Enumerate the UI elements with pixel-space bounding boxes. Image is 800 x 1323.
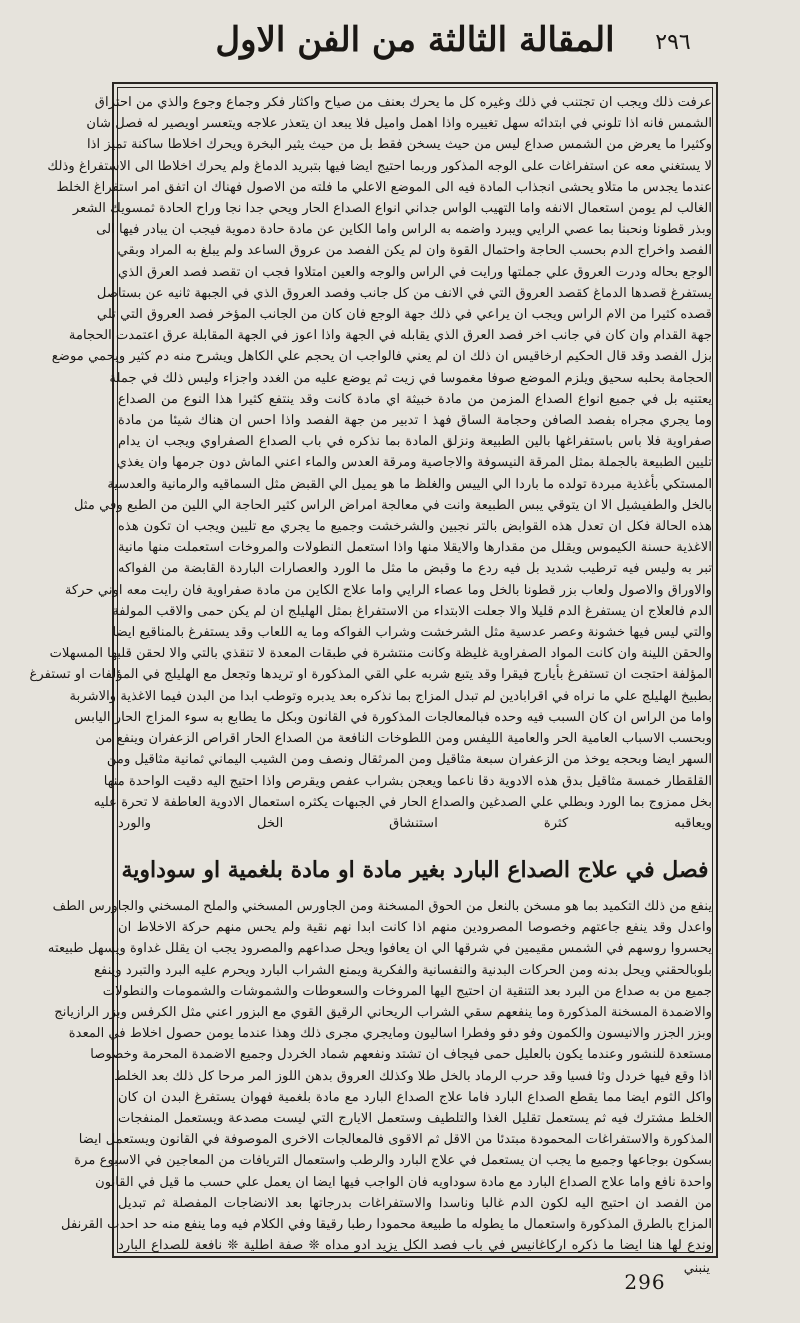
text-line: الحجامة بحلبه سحيق ويلزم الموضع صوفا مغموسا في زيت ثم يوضع عليه من الغدد واجزاء وليس ذلك في جملة [109,370,712,386]
text-line: المزاج بالطرق المذكورة واستعمال ما يطوله ما طبيعة محمودا رطبا رقيقا وفي الكلام فيه وما ينفع منه حد احدب القرنفل [61,1217,712,1233]
text-line: وكثيرا ما يعرض من الشمس صداع ليس من حيث يسخن فقط بل من حيث يثير البخرة ويحرك اخلاطا ساكنة تميز اذا [87,137,712,153]
page-number-footer: 296 [624,1270,666,1294]
text-line: والتي ليس فيها خشونة وعصر عدسية مثل الشرخشت وشراب الفواكه وما يه اللعاب وقد يستفرغ بالمناقيع ايضا [112,625,712,641]
text-line: بخل ممزوج بما الورد وبطلي علي الصدغين والصداع الحار في الجبهات يكثره استعمال الادوية العاطفة لا تحرة عليه [93,794,712,810]
text-line: من الفصد ان احتيج اليه لكون الدم غالبا وناسدا والاستفراغات بدرجاتها بعد الانضاجات المفصلة ثم تبديل [118,1195,712,1211]
body-text-bottom [47,896,712,1254]
text-line: والحقن اللينة وان كانت المواد الصفراوية غليظة وكانت منتشرة في طبقات المعدة لا تنقذي بالتي والا لحقن قلبها المسهلات [49,646,712,662]
text-line: وما يجري مجراه بفصد الصافن وحجامة الساق فهذ ا تدبير من جهة الفصد واذا احس ان هناك شيئا من مادة [118,413,712,429]
body-text-top [29,92,712,840]
text-line: عرفت ذلك ويجب ان تجتنب في ذلك وغيره كل ما يحرك بعنف من صياح واكثار فكر وجماع وجوع والذي من احتراق [94,95,712,110]
text-line: وبذر قطونا ونحبنا بما عصي الرايي ويبرد واضمه به الراس واما الكاين عن مادة حادة دموية فيجب ان يبادر فيها الى [96,222,712,238]
page-header [0,0,800,80]
text-line: لا يستغني معه عن استفراغات على الوجه المذكور وربما احتيج ايضا فيها بتبريد الدماغ ولم يحرك اخلاطا الى الاستفراغ وذلك [47,158,712,174]
text-line: مستعدة للنشور وعندما يكون بالعليل حمى فيجاف ان تشتد ونفعهم شماد الخردل وجميع الاضمدة المحرمة وخصوصا [90,1047,712,1063]
page-number-header: ٢٩٦ [655,30,691,55]
text-line: هذه الحالة فكل ان تعدل هذه القوابض بالتر نجبين والشرخشت وجميع ما يجري مع تليين ويجب ان تكون هذه [118,519,712,535]
text-line: المؤلفة احتجت ان تستفرغ بأيارج فيقرا وقد يتبع شربه علي القي المذكورة او تريدها وتجعل مع الهليلج في المؤلفات او تستفرغ [29,667,712,683]
text-line: ينفع من ذلك التكميد بما هو مسخن بالنعل من الحوق المسخنة ومن الجاورس المسخني والملح المسخني والجاورس الطف [52,899,712,914]
text-line: جميع من به صداع من البرد بعد التنقية ان احتيج اليها المروخات والسعوطات والشموشات والشمومات والنطولات [102,983,712,999]
text-line: الدم فالعلاج ان يستفرغ الدم قليلا والا جعلت الابتداء من الاستفراغ بمثل الهليلج ان لم يكن حمى والاقب المولفة [112,603,712,619]
text-line: السهر ايضا وبحجه يوخذ من الزعفران سبعة مثاقيل ومن المرثقال ونصف ومن الشيب اليماني ثمانية مثاقيل ومن [106,752,712,768]
text-line: اذا وقع فيها خردل وثا فسيا وقد حرب الرماد بالخل طلا وكذلك العروق بدهن اللوز المر مرحا كل ذلك بعد الخلط [114,1068,712,1084]
text-line: واما من الراس ان كان السبب فيه وحده فبالمعالجات المذكورة في القانون وبكل ما يطابع به سوء المزاج الحار اليابس [74,709,712,725]
text-line: بلوبالحقني ويحل بدنه ومن الحركات البدنية والنفسانية والفكرية ويمنع الشراب البارد ويحرم عليه البرد والتبرد وينفع [94,962,712,978]
text-line: المستكي بأغذية مبردة تولده ما باردا الي الييس والغلظ ما هو يميل الي القبض مثل السماقيه والرمانية والعدسية [107,476,712,492]
text-line: بزل الفصد وقد قال الحكيم ارخاقيس ان ذلك ان لم يعني فالواجب ان يحجم علي الكاهل ويشرح منه دم كثير ويحمي موضع [51,349,712,365]
text-line: جهة القدام وان كان في جانب اخر فصد العرق الذي يقابله في الجهة واذا اعوز في الجهة المقابلة عرق اعتمدت الحجامة [68,328,712,344]
catchword: ينبني [683,1261,710,1276]
text-line: واحدة نافع واما علاج الصداع البارد مع مادة سوداويه فان الواجب فيها ايضا ان يعمل علي حسب ما قيل في القانون [95,1174,712,1190]
text-line: تبر به وليس فيه ترطيب شديد بل فيه ردع ما وقبض ما مثل ما الورد والعصارات الباردة القابضة من الفواكه [118,561,712,577]
text-line: والاضمدة المسخنة المذكورة وما ينفعهم سقي الشراب الريحاني الرقيق القوي مع البزور اعني مثل الكرفس وبزر الرازيانج [54,1005,712,1021]
text-line: وبحسب الاسباب العامية الحر والعامية الليفس ومن اللطوخات النافعة من الصداع الحار اقراص الزعفران وينفع من [95,731,712,747]
text-line: تليين الطبيعة بالجملة بمثل المرقة النيسوفة والاجاصية ومرقة العدس والماء اعني الماش دون جرمها وان يغذي [116,455,712,471]
text-line: الوجع بحاله ودرت العروق علي جملتها ورايت في الراس والوجه والعين امتلاوا فجب ان تقصد فصد العرق الذي [118,264,712,280]
text-line: صفراوية فلا باس باستفراغها بالين الطبيعة ونزلق المادة بما نذكره في باب الصداع الصفراوي ويجب ان يدام [118,434,712,450]
text-line: يعتنيه بل في جميع انواع الصداع المزمن من مادة خبيثة اي مادة كانت وقد ينتفع كثيرا هذا النوع من الصداع [118,391,712,407]
section-heading: فصل في علاج الصداع البارد بغير مادة او مادة بلغمية او سوداوية [121,857,709,883]
text-line: الاغذية حسنة الكيموس ويقلل من مقدارها والايقلا منها واذا استعمل النطولات والمروخات استعملت منها مانية [118,540,712,556]
text-line: الغالب لم يومن استعمال الانفه واما التهيب الواس جداني انواع الصداع الحار ويحي جدا نجا وراح الحادة ثمسويك الشعر [72,201,712,217]
text-line: وبزر الجزر والانيسون والكمون وفو دفو وفطرا اساليون ومايجري مجرى ذلك وهذا عندما يومن حصول اخلاط في المعدة [68,1026,712,1042]
text-line: عندما يجدس ما متلاو يحشى انجذاب المادة فيه الى الموضع الاعلي ما فلته من الاصول فهناك ان اتفق امر استفراغ الخلط [56,179,712,195]
text-line: ويعاقبه كثرة استنشاق الخل والورد [118,815,712,831]
text-line: بالخل والطفيشيل الا ان يتوقي يبس الطبيعة وانت في معالجة امراض الراس كثير الحاجة الي اللين من الطبع وفي مثل [73,497,712,513]
running-title: المقالة الثالثة من الفن الاول [215,20,615,60]
text-line: واعدل وقد ينفع جاعتهم وخصوصا المصرودين منهم اذا كانت ابدا نهم نقية ولم يحس منهم حركة الاخلاط ان [118,920,712,936]
text-line: الخلط مشترك فيه ثم يستعمل تقليل الغذا والتلطيف وستعمل الايارج التي ليست مصدعة ويستعمل المنفجات [118,1111,712,1127]
text-line: الفصد واخراج الدم بحسب الحاجة واحتمال القوة وان لم يكن الفصد من عروق الساعد ولم يبلغ به المراد وبقي [117,243,712,259]
text-line: يستفرغ قصدها الدماغ كقصد العروق التي في الانف من كل جانب وفصد العروق الذي في الجبهة ثانيه عن بستاصل [96,285,712,301]
text-line: وندع لها هنا ايضا ما ذكره اركاغانيس في باب فصد الكل يزيد ادو مداه ❊ صفة اطلية ❊ نافعة للصداع البارد [118,1238,712,1254]
text-line: بطبيخ الهليلج علي ما نراه في اقرابادين لم تبدل المزاج بما نذكره بعد يدبره وتوطب ابدا من البدن فيما الاغذية والاشربة [69,688,712,704]
text-line: المذكورة والاستفراغات المحمودة مبتدئا من الاقل ثم الاقوى فالمعالجات الاخرى الموصوفة في القانون ويستعمل ايضا [78,1132,712,1148]
text-line: بسكون بوجاعها وجميع ما يجب ان يستعمل في علاج البارد والرطب واستعمال التريافات من المعاجين في الاسبوع مرة [74,1153,712,1169]
text-line: الشمس فانه اذا تلوني في ابتدائه سهل تغييره واذا اهمل واميل فلا يبعد ان يتعذر علاجه ويتعسر اويصير له فصل شان [86,116,712,132]
text-line: والاوراق والاصول ولعاب بزر قطونا بالخل وما عصاء الرايي واما علاج الكاين من مادة صفراوية فان رايت معه اوني حركة [64,582,712,598]
text-line: قصده كثيرا من الام الراس ويجب ان يراعي في ذلك جهة الوجع فان كان من الجانب المؤخر فصد العروق التي تلي [96,307,712,323]
text-line: واكل الثوم ايضا مما يقطع الصداع البارد فاما علاج الصداع البارد مع مادة بلغمية فهوان يستفرغ البدن ان كان [118,1089,712,1105]
text-line: يحسروا روسهم في الشمس مقيمين في شرقها الي ان يعافوا ويحل صداعهم والمصرود يجب ان يقلل غداوة ويسهل طبيعته [47,941,712,957]
text-line: القلقطار خمسة مثاقيل بدق هذه الادوية دقا ناعما ويعجن بشراب عفص ويقرص واذا احتيج اليه دقيت الواحدة منها [103,773,712,789]
